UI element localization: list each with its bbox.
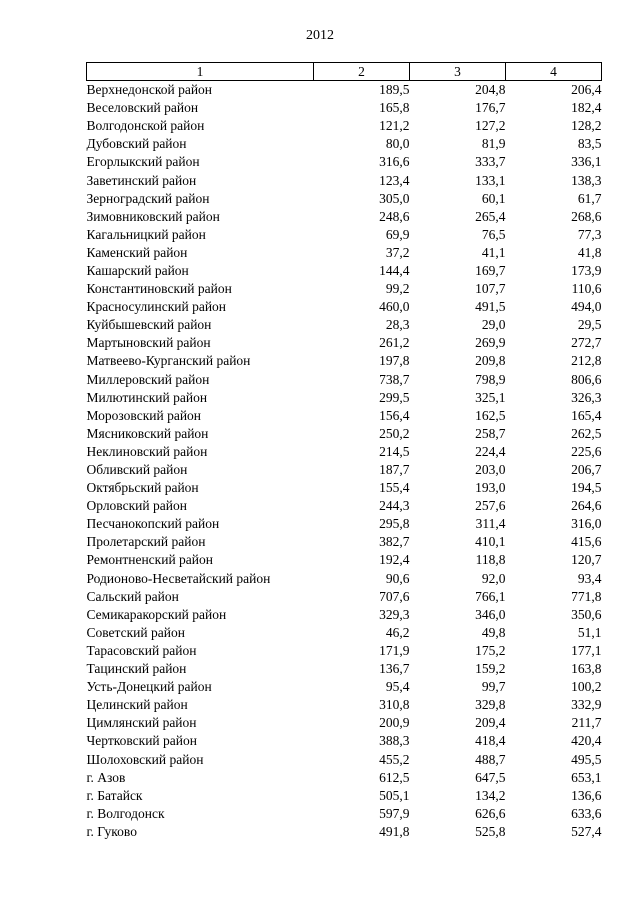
table-row (87, 135, 602, 153)
table-row (87, 551, 602, 569)
row-value-col-2: 95,4 (385, 679, 410, 695)
row-value-col-3: 766,1 (475, 588, 506, 604)
row-district-name: Кашарский район (86, 262, 189, 278)
table-row (87, 389, 602, 407)
row-district-name: Сальский район (86, 588, 179, 604)
table-row (87, 280, 602, 298)
row-value-col-3: 488,7 (475, 751, 506, 767)
row-value-col-3: 257,6 (475, 498, 506, 514)
row-district-name: Тарасовский район (86, 642, 197, 658)
row-value-col-2: 597,9 (379, 805, 410, 821)
row-value-col-2: 121,2 (379, 118, 410, 134)
row-district-name: Семикаракорский район (86, 606, 227, 622)
data-table (86, 62, 602, 841)
table-row (87, 479, 602, 497)
row-value-col-3: 133,1 (475, 172, 506, 188)
row-value-col-4: 272,7 (571, 335, 602, 351)
row-value-col-3: 525,8 (475, 823, 506, 839)
row-value-col-2: 144,4 (379, 262, 410, 278)
row-district-name: Матвеево-Курганский район (86, 353, 251, 369)
row-value-col-4: 326,3 (571, 389, 602, 405)
row-value-col-4: 336,1 (571, 154, 602, 170)
table-body (87, 81, 602, 841)
row-value-col-2: 316,6 (379, 154, 410, 170)
column-header-4: 4 (506, 63, 602, 81)
row-district-name: Куйбышевский район (86, 317, 212, 333)
table-row (87, 153, 602, 171)
row-value-col-3: 81,9 (481, 136, 506, 152)
row-value-col-4: 77,3 (577, 226, 602, 242)
table-row (87, 81, 602, 100)
row-district-name: Тацинский район (86, 661, 187, 677)
row-value-col-3: 209,4 (475, 715, 506, 731)
row-district-name: Мясниковский район (86, 425, 209, 441)
row-value-col-4: 165,4 (571, 407, 602, 423)
table-row (87, 769, 602, 787)
row-district-name: Цимлянский район (86, 715, 197, 731)
row-value-col-4: 225,6 (571, 443, 602, 459)
row-district-name: Песчанокопский район (86, 516, 220, 532)
row-value-col-3: 209,8 (475, 353, 506, 369)
row-value-col-4: 194,5 (571, 480, 602, 496)
row-value-col-3: 265,4 (475, 208, 506, 224)
row-district-name: Пролетарский район (86, 534, 206, 550)
row-value-col-2: 491,8 (379, 823, 410, 839)
row-value-col-4: 316,0 (571, 516, 602, 532)
row-value-col-3: 258,7 (475, 425, 506, 441)
row-value-col-2: 37,2 (385, 244, 410, 260)
row-value-col-4: 262,5 (571, 425, 602, 441)
row-district-name: Красносулинский район (86, 299, 227, 315)
table-row (87, 515, 602, 533)
table-row (87, 678, 602, 696)
row-value-col-4: 120,7 (571, 552, 602, 568)
row-value-col-3: 49,8 (481, 624, 506, 640)
table-row (87, 425, 602, 443)
row-value-col-3: 491,5 (475, 299, 506, 315)
row-value-col-3: 107,7 (475, 281, 506, 297)
row-district-name: Константиновский район (86, 281, 232, 297)
row-value-col-4: 268,6 (571, 208, 602, 224)
row-district-name: Зерноградский район (86, 190, 210, 206)
row-value-col-2: 299,5 (379, 389, 410, 405)
row-district-name: г. Гуково (86, 823, 137, 839)
table-row (87, 714, 602, 732)
row-value-col-3: 92,0 (481, 570, 506, 586)
row-district-name: Морозовский район (86, 407, 202, 423)
row-value-col-2: 248,6 (379, 208, 410, 224)
row-value-col-2: 46,2 (385, 624, 410, 640)
table-row (87, 334, 602, 352)
row-value-col-3: 346,0 (475, 606, 506, 622)
row-district-name: Миллеровский район (86, 371, 210, 387)
row-value-col-3: 333,7 (475, 154, 506, 170)
row-value-col-4: 633,6 (571, 805, 602, 821)
row-value-col-4: 494,0 (571, 299, 602, 315)
row-value-col-3: 647,5 (475, 769, 506, 785)
row-value-col-4: 83,5 (577, 136, 602, 152)
row-value-col-4: 29,5 (577, 317, 602, 333)
row-value-col-4: 136,6 (571, 787, 602, 803)
row-district-name: Родионово-Несветайский район (86, 570, 271, 586)
table-row (87, 99, 602, 117)
row-value-col-4: 182,4 (571, 100, 602, 116)
table-row (87, 244, 602, 262)
row-value-col-4: 163,8 (571, 661, 602, 677)
row-value-col-3: 329,8 (475, 697, 506, 713)
row-value-col-2: 90,6 (385, 570, 410, 586)
row-district-name: Каменский район (86, 244, 188, 260)
row-value-col-4: 806,6 (571, 371, 602, 387)
row-value-col-2: 200,9 (379, 715, 410, 731)
row-value-col-2: 455,2 (379, 751, 410, 767)
row-value-col-2: 136,7 (379, 661, 410, 677)
row-value-col-3: 204,8 (475, 82, 506, 98)
row-value-col-2: 123,4 (379, 172, 410, 188)
row-district-name: Неклиновский район (86, 443, 208, 459)
row-value-col-3: 224,4 (475, 443, 506, 459)
row-value-col-3: 169,7 (475, 262, 506, 278)
row-value-col-4: 495,5 (571, 751, 602, 767)
row-district-name: Орловский район (86, 498, 187, 514)
table-row (87, 407, 602, 425)
table-row (87, 570, 602, 588)
row-value-col-4: 206,7 (571, 462, 602, 478)
table-row (87, 171, 602, 189)
row-value-col-3: 269,9 (475, 335, 506, 351)
row-value-col-2: 707,6 (379, 588, 410, 604)
row-value-col-4: 264,6 (571, 498, 602, 514)
row-value-col-4: 138,3 (571, 172, 602, 188)
row-value-col-3: 127,2 (475, 118, 506, 134)
row-value-col-3: 203,0 (475, 462, 506, 478)
row-value-col-4: 93,4 (577, 570, 602, 586)
row-value-col-2: 382,7 (379, 534, 410, 550)
row-value-col-4: 41,8 (577, 244, 602, 260)
table-row (87, 190, 602, 208)
table-row (87, 588, 602, 606)
row-value-col-4: 211,7 (571, 715, 602, 731)
page-number: 2012 (306, 28, 334, 43)
row-district-name: Октябрьский район (86, 480, 199, 496)
row-value-col-3: 60,1 (481, 190, 506, 206)
row-value-col-2: 329,3 (379, 606, 410, 622)
row-district-name: Егорлыкский район (86, 154, 200, 170)
table-row (87, 298, 602, 316)
row-value-col-3: 193,0 (475, 480, 506, 496)
row-value-col-4: 61,7 (577, 190, 602, 206)
row-value-col-2: 187,7 (379, 462, 410, 478)
table-row (87, 732, 602, 750)
row-value-col-3: 118,8 (475, 552, 506, 568)
table-row (87, 642, 602, 660)
row-value-col-2: 738,7 (379, 371, 410, 387)
table-row (87, 352, 602, 370)
row-value-col-3: 311,4 (475, 516, 506, 532)
row-value-col-4: 350,6 (571, 606, 602, 622)
row-value-col-4: 332,9 (571, 697, 602, 713)
row-value-col-4: 110,6 (571, 281, 602, 297)
row-value-col-4: 527,4 (571, 823, 602, 839)
row-district-name: Целинский район (86, 697, 188, 713)
row-value-col-2: 80,0 (385, 136, 410, 152)
row-value-col-2: 460,0 (379, 299, 410, 315)
row-value-col-4: 415,6 (571, 534, 602, 550)
table-row (87, 750, 602, 768)
table-header-row (87, 63, 602, 81)
row-district-name: г. Волгодонск (86, 805, 165, 821)
column-header-1: 1 (87, 63, 314, 81)
row-value-col-3: 325,1 (475, 389, 506, 405)
row-value-col-2: 99,2 (385, 281, 410, 297)
row-district-name: Зимовниковский район (86, 208, 220, 224)
row-value-col-2: 192,4 (379, 552, 410, 568)
row-value-col-3: 176,7 (475, 100, 506, 116)
row-value-col-2: 165,8 (379, 100, 410, 116)
table-row (87, 208, 602, 226)
row-value-col-2: 156,4 (379, 407, 410, 423)
row-value-col-2: 28,3 (385, 317, 410, 333)
row-value-col-4: 128,2 (571, 118, 602, 134)
row-district-name: г. Батайск (86, 787, 143, 803)
row-value-col-4: 173,9 (571, 262, 602, 278)
row-value-col-4: 51,1 (577, 624, 602, 640)
row-district-name: Шолоховский район (86, 751, 204, 767)
row-value-col-3: 76,5 (481, 226, 506, 242)
row-value-col-4: 100,2 (571, 679, 602, 695)
row-value-col-3: 41,1 (481, 244, 506, 260)
row-district-name: Милютинский район (86, 389, 208, 405)
row-value-col-2: 305,0 (379, 190, 410, 206)
row-value-col-2: 250,2 (379, 425, 410, 441)
row-district-name: Верхнедонской район (86, 82, 213, 98)
column-header-2: 2 (314, 63, 410, 81)
row-value-col-4: 212,8 (571, 353, 602, 369)
row-value-col-2: 214,5 (379, 443, 410, 459)
table-row (87, 371, 602, 389)
row-value-col-4: 653,1 (571, 769, 602, 785)
table-row (87, 823, 602, 841)
table-row (87, 805, 602, 823)
row-value-col-4: 206,4 (571, 82, 602, 98)
table-row (87, 226, 602, 244)
row-value-col-3: 418,4 (475, 733, 506, 749)
table-row (87, 316, 602, 334)
row-value-col-3: 162,5 (475, 407, 506, 423)
row-value-col-2: 261,2 (379, 335, 410, 351)
table-row (87, 606, 602, 624)
row-value-col-4: 177,1 (571, 642, 602, 658)
row-value-col-3: 159,2 (475, 661, 506, 677)
row-value-col-3: 410,1 (475, 534, 506, 550)
row-value-col-2: 388,3 (379, 733, 410, 749)
row-district-name: Веселовский район (86, 100, 199, 116)
row-value-col-4: 771,8 (571, 588, 602, 604)
row-district-name: Волгодонской район (86, 118, 205, 134)
table-row (87, 443, 602, 461)
row-value-col-2: 244,3 (379, 498, 410, 514)
row-value-col-2: 197,8 (379, 353, 410, 369)
row-value-col-2: 155,4 (379, 480, 410, 496)
row-value-col-2: 171,9 (379, 642, 410, 658)
row-district-name: Дубовский район (86, 136, 187, 152)
row-value-col-3: 29,0 (481, 317, 506, 333)
row-value-col-2: 295,8 (379, 516, 410, 532)
table-row (87, 533, 602, 551)
row-value-col-3: 626,6 (475, 805, 506, 821)
table-row (87, 262, 602, 280)
row-district-name: Советский район (86, 624, 185, 640)
row-district-name: Заветинский район (86, 172, 197, 188)
row-district-name: Мартыновский район (86, 335, 211, 351)
row-value-col-2: 310,8 (379, 697, 410, 713)
row-district-name: Ремонтненский район (86, 552, 213, 568)
table-row (87, 660, 602, 678)
row-value-col-3: 134,2 (475, 787, 506, 803)
row-district-name: Усть-Донецкий район (86, 679, 212, 695)
row-value-col-2: 189,5 (379, 82, 410, 98)
row-district-name: г. Азов (86, 769, 126, 785)
column-header-3: 3 (410, 63, 506, 81)
table-row (87, 624, 602, 642)
row-value-col-3: 798,9 (475, 371, 506, 387)
table-row (87, 117, 602, 135)
row-district-name: Кагальницкий район (86, 226, 206, 242)
table-row (87, 497, 602, 515)
row-district-name: Обливский район (86, 462, 188, 478)
row-value-col-3: 99,7 (481, 679, 506, 695)
table-row (87, 696, 602, 714)
row-value-col-3: 175,2 (475, 642, 506, 658)
row-value-col-2: 69,9 (385, 226, 410, 242)
table-row (87, 787, 602, 805)
row-value-col-2: 505,1 (379, 787, 410, 803)
row-district-name: Чертковский район (86, 733, 197, 749)
row-value-col-4: 420,4 (571, 733, 602, 749)
row-value-col-2: 612,5 (379, 769, 410, 785)
table-row (87, 461, 602, 479)
